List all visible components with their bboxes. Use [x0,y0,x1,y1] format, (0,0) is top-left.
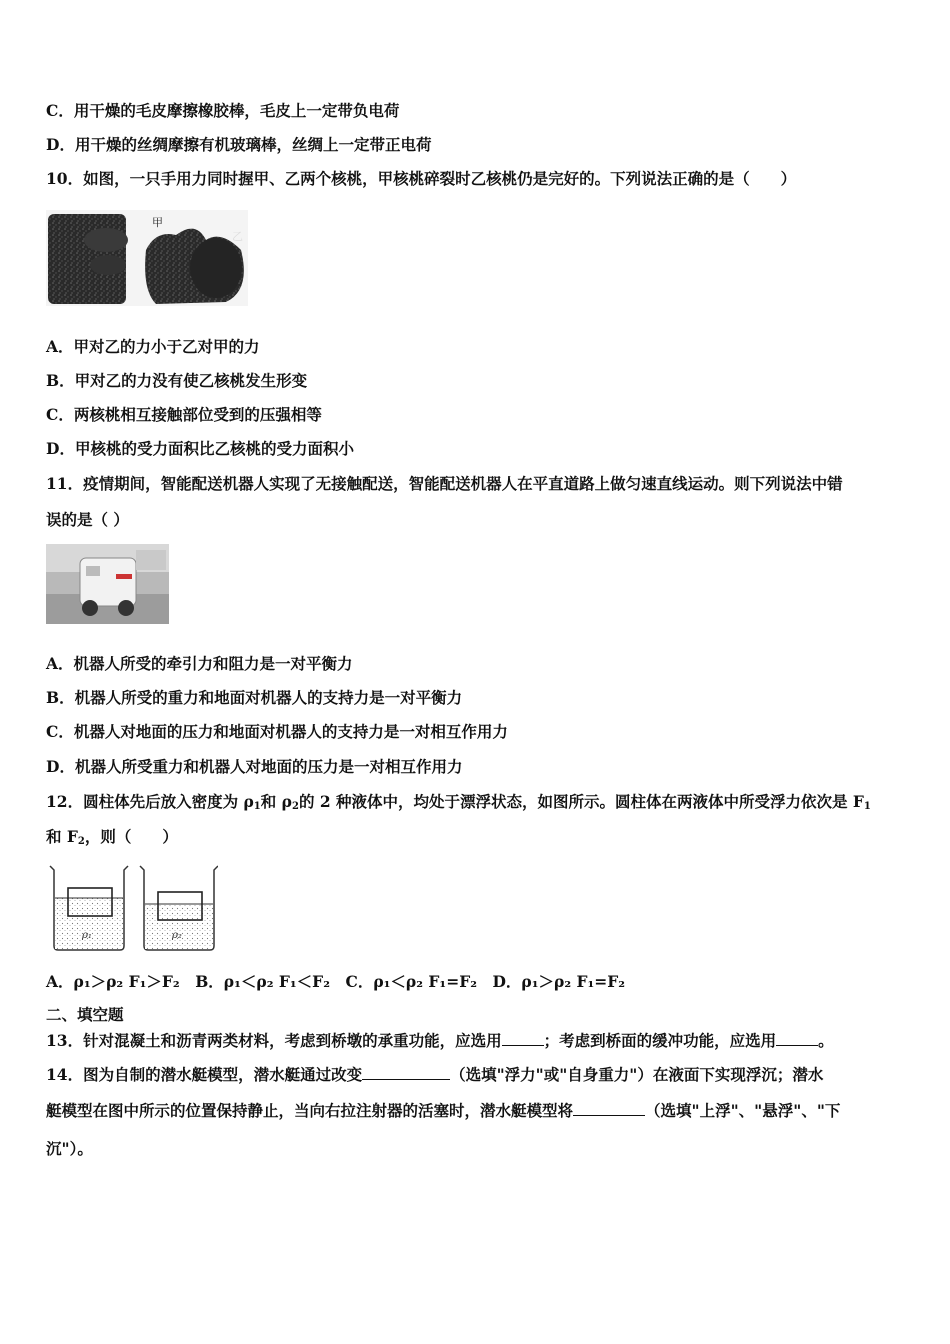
q9-option-c: C．用干燥的毛皮摩擦橡胶棒，毛皮上一定带负电荷 [46,101,400,120]
beakers-figure [46,862,218,952]
beaker1-label: ρ₁ [82,930,92,941]
q11-stem-line1: 11．疫情期间，智能配送机器人实现了无接触配送，智能配送机器人在平直道路上做匀速直线运动。则下列说法中错 [46,474,843,493]
delivery-robot-figure [46,544,169,624]
q10-option-a: A．甲对乙的力小于乙对甲的力 [46,337,260,356]
q10-option-b: B．甲对乙的力没有使乙核桃发生形变 [46,371,308,390]
walnut-label-jia: 甲 [152,216,163,229]
beaker2-label: ρ₂ [172,930,182,941]
q13: 13．针对混凝土和沥青两类材料，考虑到桥墩的承重功能，应选用 ；考虑到桥面的缓冲功能，应选用 。 [46,1031,834,1050]
q14-blank-2[interactable] [573,1101,645,1116]
q14-line1: 14．图为自制的潜水艇模型，潜水艇通过改变 （选填"浮力"或"自身重力"）在液面下实现浮沉；潜水 [46,1065,824,1084]
section-title-fill-blank: 二、填空题 [46,1005,124,1024]
q12-stem-line1: 12．圆柱体先后放入密度为 $\rho_1$和 $\rho_2$的 2 种液体中，均处于漂浮状态，如图所示。圆柱体在两液体中所受浮力依次是 $F_1$ [46,792,871,812]
q12-options: A．ρ₁＞ρ₂ F₁＞F₂ B．ρ₁＜ρ₂ F₁＜F₂ C．ρ₁＜ρ₂ F₁=F₂ D．ρ₁＞ρ₂ F₁=F₂ [46,972,626,991]
walnut-label-yi: 乙 [232,230,243,243]
q14-line3: 沉"）。 [46,1139,93,1158]
q9-option-d: D．用干燥的丝绸摩擦有机玻璃棒，丝绸上一定带正电荷 [46,135,432,154]
q10-option-c: C．两核桃相互接触部位受到的压强相等 [46,405,322,424]
q11-option-a: A．机器人所受的牵引力和阻力是一对平衡力 [46,654,353,673]
q11-option-d: D．机器人所受重力和机器人对地面的压力是一对相互作用力 [46,757,463,776]
q11-stem-line2: 误的是（ ） [46,510,129,529]
q10-stem: 10．如图，一只手用力同时握甲、乙两个核桃，甲核桃碎裂时乙核桃仍是完好的。下列说法正确的是（ ） [46,169,797,188]
q13-blank-1[interactable] [502,1031,544,1046]
q14-blank-1[interactable] [362,1065,450,1080]
walnut-figure [46,210,248,306]
q14-line2: 艇模型在图中所示的位置保持静止，当向右拉注射器的活塞时，潜水艇模型将 （选填"上浮"、"悬浮"、"下 [46,1101,841,1120]
q13-blank-2[interactable] [776,1031,818,1046]
q11-option-c: C．机器人对地面的压力和地面对机器人的支持力是一对相互作用力 [46,722,508,741]
q12-stem-line2: 和 $F_2$，则（ ） [46,827,178,847]
q10-option-d: D．甲核桃的受力面积比乙核桃的受力面积小 [46,439,354,458]
q11-option-b: B．机器人所受的重力和地面对机器人的支持力是一对平衡力 [46,688,463,707]
